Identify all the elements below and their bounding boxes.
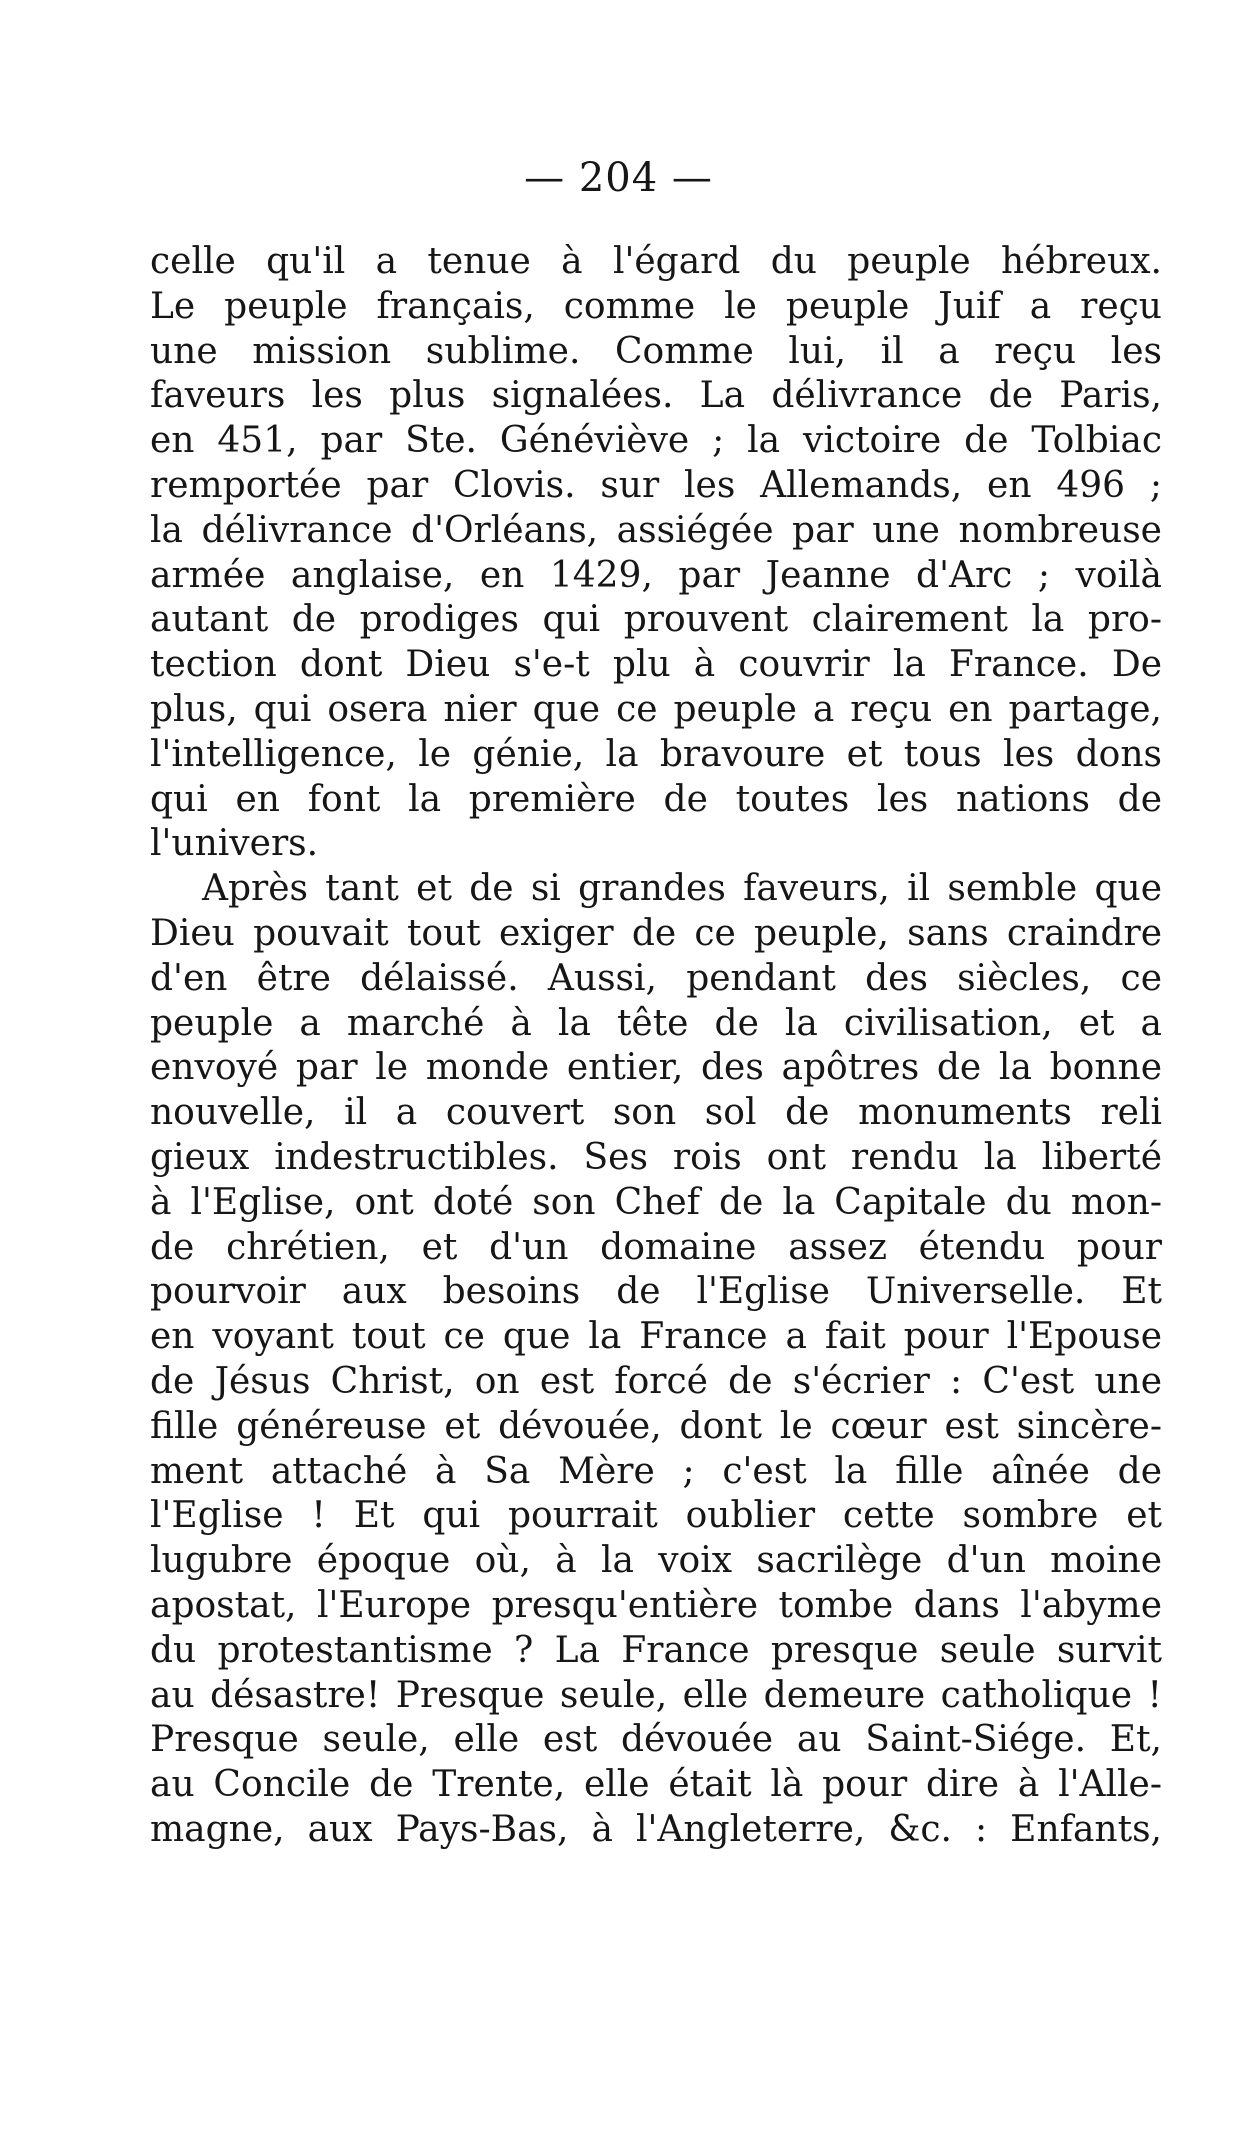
text-line: de chrétien, et d'un domaine assez étendu pour (150, 1226, 1162, 1268)
text-line: en voyant tout ce que la France a fait pour l'Epouse (150, 1316, 1162, 1358)
text-line: pourvoir aux besoins de l'Eglise Universelle. Et (150, 1271, 1162, 1313)
text-line: l'Eglise ! Et qui pourrait oublier cette sombre et (150, 1495, 1162, 1537)
text-line: tection dont Dieu s'e-t plu à couvrir la France. De (150, 644, 1162, 686)
text-line: armée anglaise, en 1429, par Jeanne d'Arc ; voilà (150, 554, 1162, 596)
text-line: du protestantisme ? La France presque seule survit (150, 1629, 1162, 1671)
text-line: qui en font la première de toutes les nations de (150, 778, 1162, 820)
body-text (150, 240, 1162, 1853)
text-line: Le peuple français, comme le peuple Juif a reçu (150, 285, 1162, 327)
paragraph-start-line: Après tant et de si grandes faveurs, il semble que (202, 868, 1162, 910)
text-line: au désastre! Presque seule, elle demeure catholique ! (150, 1674, 1162, 1716)
text-line: autant de prodiges qui prouvent clairement la pro- (150, 599, 1162, 641)
text-line: l'intelligence, le génie, la bravoure et tous les dons (150, 733, 1162, 775)
text-line: au Concile de Trente, elle était là pour dire à l'Alle- (150, 1764, 1162, 1806)
text-line: peuple a marché à la tête de la civilisation, et a (150, 1002, 1162, 1044)
text-line: ment attaché à Sa Mère ; c'est la fille aînée de (150, 1450, 1162, 1492)
text-line: nouvelle, il a couvert son sol de monuments reli (150, 1092, 1162, 1134)
text-line: Dieu pouvait tout exiger de ce peuple, sans craindre (150, 912, 1162, 954)
text-line: gieux indestructibles. Ses rois ont rendu la liberté (150, 1136, 1162, 1178)
page-number: — 204 — (524, 155, 713, 201)
text-line: d'en être délaissé. Aussi, pendant des siècles, ce (150, 957, 1162, 999)
text-line: Presque seule, elle est dévouée au Saint-Siége. Et, (150, 1719, 1162, 1761)
text-line: apostat, l'Europe presqu'entière tombe dans l'abyme (150, 1584, 1162, 1626)
text-line: remportée par Clovis. sur les Allemands, en 496 ; (150, 464, 1162, 506)
text-line: la délivrance d'Orléans, assiégée par une nombreuse (150, 509, 1162, 551)
text-line: une mission sublime. Comme lui, il a reçu les (150, 330, 1162, 372)
text-line: à l'Eglise, ont doté son Chef de la Capitale du mon- (150, 1181, 1162, 1223)
text-line: en 451, par Ste. Généviève ; la victoire de Tolbiac (150, 420, 1162, 462)
text-line: lugubre époque où, à la voix sacrilège d'un moine (150, 1540, 1162, 1582)
text-line: celle qu'il a tenue à l'égard du peuple hébreux. (150, 241, 1162, 282)
paragraph-end-line: l'univers. (150, 823, 319, 865)
text-line: fille généreuse et dévouée, dont le cœur est sincère- (150, 1405, 1162, 1447)
text-line: faveurs les plus signalées. La délivrance de Paris, (150, 375, 1162, 417)
text-line: envoyé par le monde entier, des apôtres de la bonne (150, 1047, 1162, 1089)
text-line: de Jésus Christ, on est forcé de s'écrier : C'est une (150, 1360, 1162, 1402)
text-line: plus, qui osera nier que ce peuple a reçu en partage, (150, 688, 1162, 730)
text-line: magne, aux Pays-Bas, à l'Angleterre, &c. : Enfants, (150, 1808, 1162, 1850)
